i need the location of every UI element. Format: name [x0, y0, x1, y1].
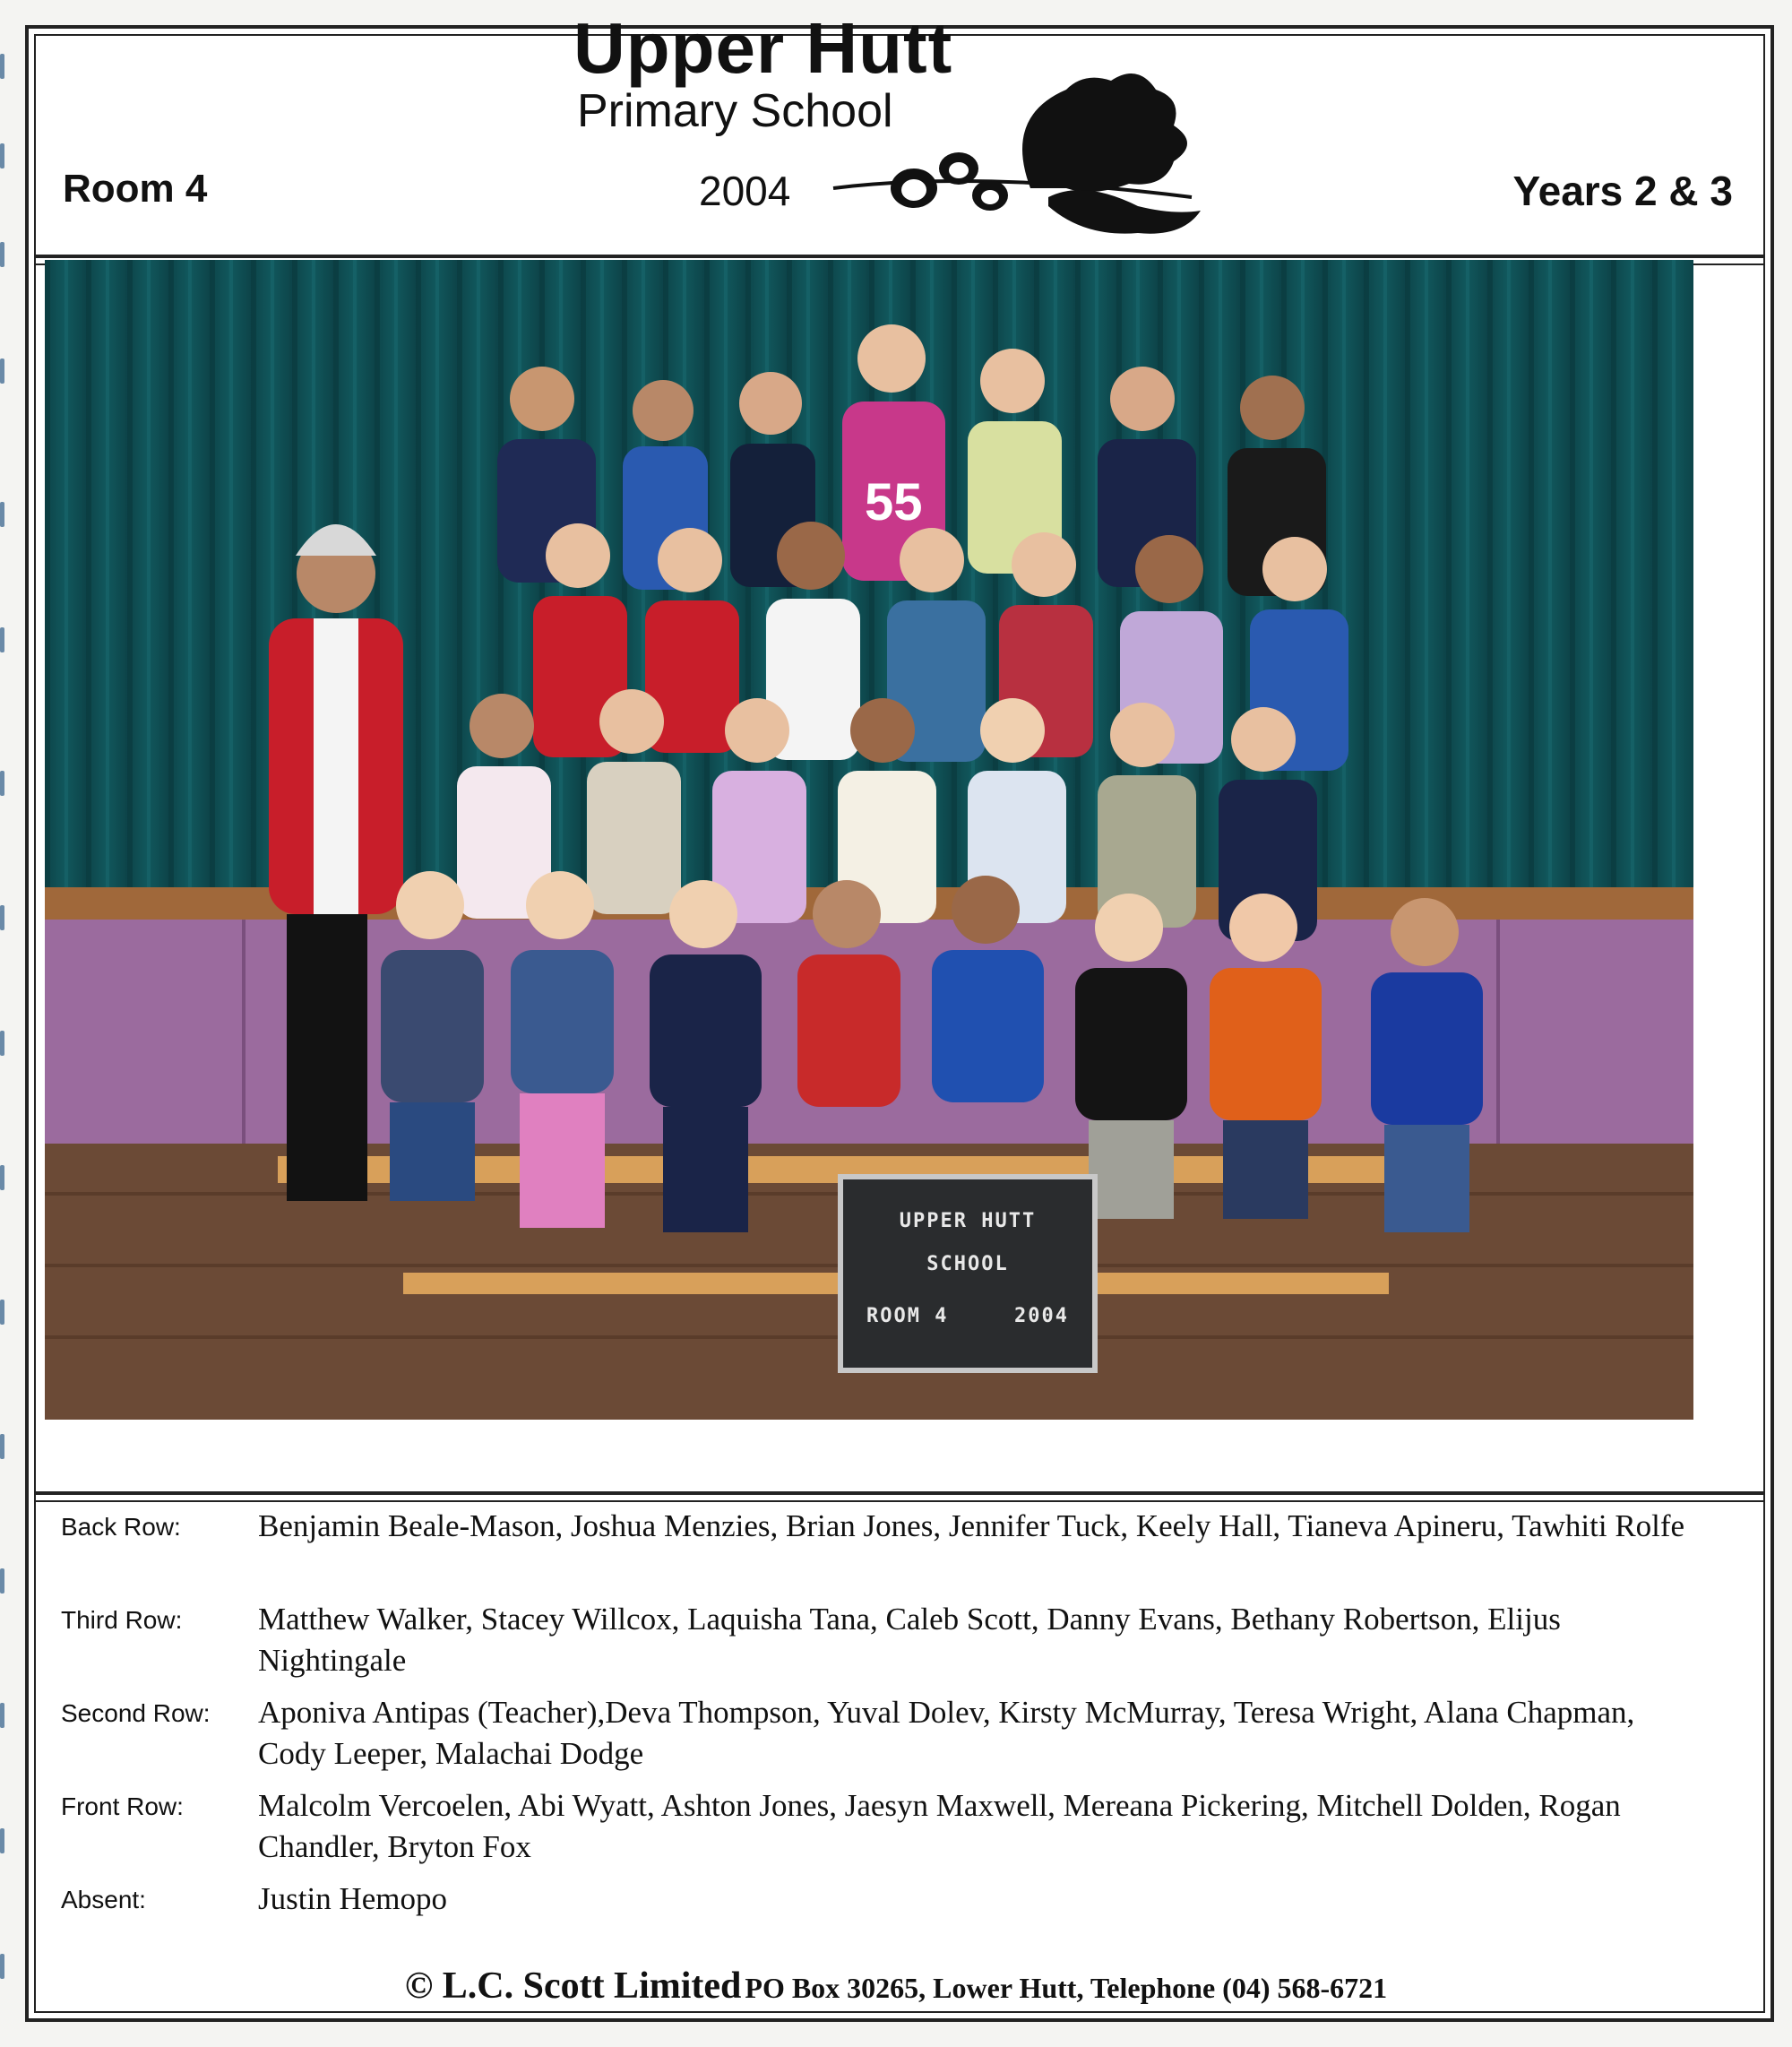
school-name: Upper Hutt: [573, 8, 953, 88]
years-label: Years 2 & 3: [1512, 168, 1733, 214]
oak-leaf-logo-icon: [797, 63, 1228, 242]
row-label: Second Row:: [61, 1699, 211, 1727]
photographer-credit: [0, 1965, 1792, 2008]
class-photo: [45, 260, 1693, 1420]
row-names: Aponiva Antipas (Teacher),Deva Thompson, Yuval Dolev, Kirsty McMurray, Teresa Wright, Alana Chapman, Cody Leeper, Malachai Dodge: [258, 1695, 1635, 1771]
row-names: Matthew Walker, Stacey Willcox, Laquisha Tana, Caleb Scott, Danny Evans, Bethany Robertson, Elijus Nightingale: [258, 1602, 1561, 1678]
sweater-number: 55: [865, 473, 923, 531]
row-label: Third Row:: [61, 1606, 183, 1634]
credit-brand: © L.C. Scott Limited: [404, 1965, 742, 2007]
class-sign-board: [838, 1174, 1098, 1373]
binder-holes: [0, 0, 9, 2047]
credit-address: PO Box 30265, Lower Hutt, Telephone (04) 568-6721: [745, 1972, 1388, 2004]
header-divider: [36, 255, 1763, 258]
year-label: 2004: [699, 168, 791, 214]
row-label: Absent:: [61, 1886, 146, 1913]
room-label: Room 4: [63, 167, 208, 211]
sign-year: 2004: [1014, 1305, 1069, 1327]
row-names: Benjamin Beale-Mason, Joshua Menzies, Brian Jones, Jennifer Tuck, Keely Hall, Tianeva Apineru, Tawhiti Rolfe: [258, 1508, 1685, 1543]
row-names: Malcolm Vercoelen, Abi Wyatt, Ashton Jones, Jaesyn Maxwell, Mereana Pickering, Mitchell Dolden, Rogan Chandler, Bryton Fox: [258, 1788, 1621, 1864]
sign-line-school: UPPER HUTT: [899, 1210, 1037, 1232]
sign-line-school-word: SCHOOL: [926, 1253, 1009, 1275]
sign-room: ROOM 4: [866, 1305, 949, 1327]
school-subtitle: Primary School: [577, 85, 893, 137]
photo-divider: [36, 1491, 1763, 1495]
row-label: Back Row:: [61, 1513, 181, 1541]
photo-divider-thin: [36, 1500, 1763, 1502]
row-names: Justin Hemopo: [258, 1881, 447, 1916]
row-label: Front Row:: [61, 1792, 184, 1820]
